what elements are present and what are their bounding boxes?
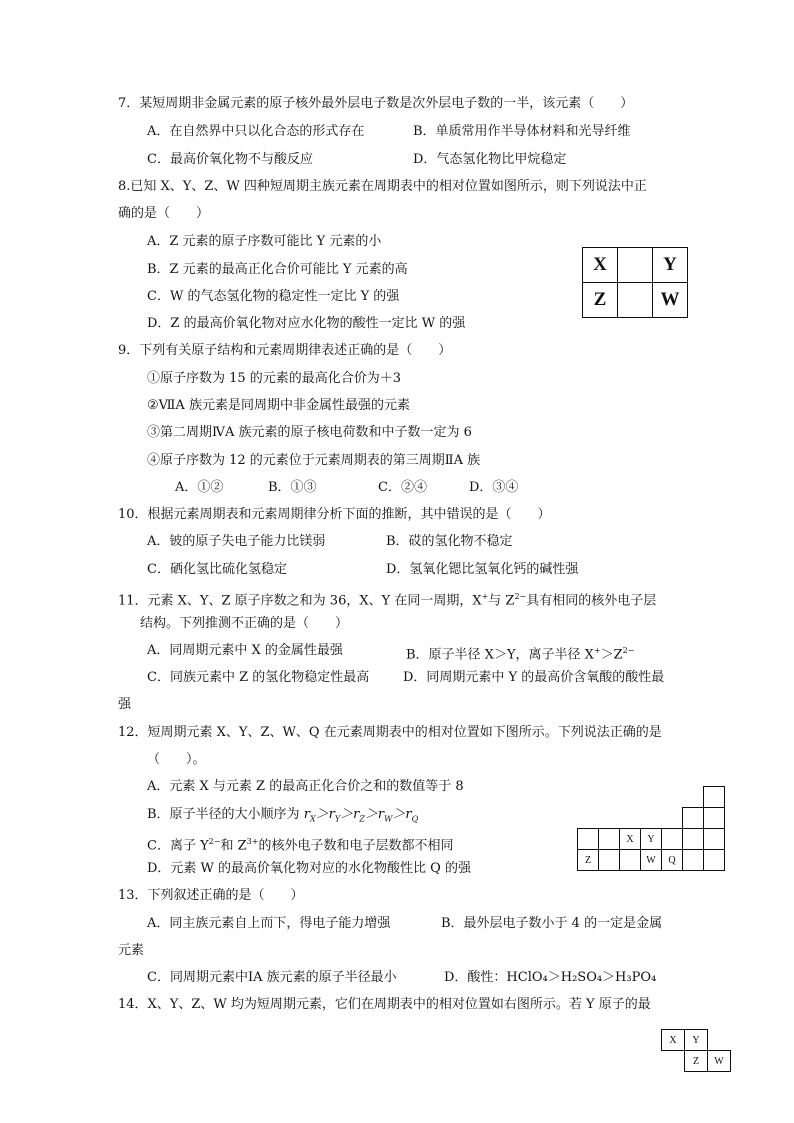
q13-option-b-line2: 元素 — [118, 943, 145, 958]
q10-option-b: B．砹的氢化物不稳定 — [386, 534, 513, 549]
q12-cell-empty — [704, 808, 725, 829]
q12-cell-empty — [620, 850, 641, 871]
q8-option-c: C．W 的气态氢化物的稳定性一定比 Y 的强 — [147, 289, 400, 304]
blank-cell — [641, 787, 662, 808]
plus-sup: + — [593, 646, 601, 655]
q12-stem-line2: （ ）。 — [147, 752, 206, 767]
q11-stem-part: 11．元素 X、Y、Z 原子序数之和为 36，X、Y 在同一周期，X — [118, 593, 482, 609]
q10-stem: 10．根据元素周期表和元素周期律分析下面的推断，其中错误的是（ ） — [118, 507, 551, 522]
q11-stem-part: 与 Z — [488, 593, 515, 609]
blank-cell — [662, 787, 683, 808]
q12-cell-empty — [599, 829, 620, 850]
blank-cell — [662, 808, 683, 829]
q8-option-b: B．Z 元素的最高正化合价可能比 Y 元素的高 — [147, 262, 408, 277]
q8-cell-x: X — [583, 248, 618, 283]
q8-stem-line2: 确的是（ ） — [118, 206, 210, 221]
q14-cell-y: Y — [685, 1030, 708, 1051]
blank-cell — [599, 787, 620, 808]
q8-option-a: A．Z 元素的原子序数可能比 Y 元素的小 — [147, 234, 382, 249]
q11-option-a: A．同周期元素中 X 的金属性最强 — [147, 643, 343, 658]
q7-option-d: D．气态氢化物比甲烷稳定 — [413, 152, 567, 167]
charge-sup: 2− — [208, 837, 221, 846]
q9-statement-4: ④原子序数为 12 的元素位于元素周期表的第三周期ⅡA 族 — [147, 453, 481, 468]
q14-cell-x: X — [662, 1030, 685, 1051]
q14-cell-z: Z — [685, 1051, 708, 1072]
q9-statement-1: ①原子序数为 15 的元素的最高化合价为＋3 — [147, 371, 402, 386]
q12-option-c-part: 和 Z — [220, 838, 247, 854]
q9-option-b: B．①③ — [268, 480, 317, 495]
q12-option-c-part: C．离子 Y — [147, 838, 209, 854]
q13-stem: 13．下列叙述正确的是（ ） — [118, 888, 304, 903]
q9-option-a: A．①② — [175, 480, 224, 495]
q12-cell-empty — [683, 850, 704, 871]
q12-cell-empty — [704, 829, 725, 850]
blank-cell — [641, 808, 662, 829]
q8-cell-w: W — [653, 283, 688, 318]
q14-cell-w: W — [708, 1051, 731, 1072]
q12-option-a: A．元素 X 与元素 Z 的最高正化合价之和的数值等于 8 — [147, 779, 464, 794]
q8-cell-z: Z — [583, 283, 618, 318]
q14-periodic-table — [661, 1029, 731, 1072]
q11-stem-line2: 结构。下列推测不正确的是（ ） — [140, 616, 349, 631]
q10-option-a: A．铍的原子失电子能力比镁弱 — [147, 534, 326, 549]
q9-option-c: C．②④ — [378, 480, 427, 495]
q12-cell-empty — [683, 808, 704, 829]
blank-cell — [620, 787, 641, 808]
q12-option-d: D．元素 W 的最高价氧化物对应的水化物酸性比 Q 的强 — [147, 861, 471, 876]
blank-cell — [683, 787, 704, 808]
q9-statement-2: ②ⅦA 族元素是同周期中非金属性最强的元素 — [147, 398, 410, 413]
q12-cell-empty — [578, 829, 599, 850]
q11-option-d-line2: 强 — [118, 697, 132, 712]
q9-stem: 9．下列有关原子结构和元素周期律表述正确的是（ ） — [118, 343, 452, 358]
q8-periodic-table — [582, 247, 688, 318]
q11-stem-line1 — [118, 588, 656, 610]
charge-sup: 3+ — [246, 837, 259, 846]
q12-option-c-part: 的核外电子数和电子层数都不相同 — [258, 838, 454, 854]
q7-stem: 7．某短周期非金属元素的原子核外最外层电子数是次外层电子数的一半，该元素（ ） — [118, 96, 634, 111]
q11-option-b — [406, 642, 634, 664]
charge-sup: 2− — [622, 646, 635, 655]
q11-stem-part: 具有相同的核外电子层 — [526, 593, 657, 609]
q13-option-a: A．同主族元素自上而下，得电子能力增强 — [147, 916, 391, 931]
q12-option-c — [147, 833, 453, 855]
q12-cell-x: X — [620, 829, 641, 850]
q10-option-c: C．硒化氢比硫化氢稳定 — [147, 562, 287, 577]
q8-cell-empty — [618, 248, 653, 283]
q12-cell-z: Z — [578, 850, 599, 871]
q12-cell-y: Y — [641, 829, 662, 850]
q9-statement-3: ③第二周期ⅣA 族元素的原子核电荷数和中子数一定为 6 — [147, 425, 472, 440]
q8-stem-line1: 8.已知 X、Y、Z、W 四种短周期主族元素在周期表中的相对位置如图所示，则下列说法中正 — [118, 179, 647, 194]
blank-cell — [708, 1030, 731, 1051]
q14-stem: 14．X、Y、Z、W 均为短周期元素，它们在周期表中的相对位置如右图所示。若 Y 原子的最 — [118, 997, 651, 1012]
q12-cell-empty — [704, 850, 725, 871]
q7-option-a: A．在自然界中只以化合态的形式存在 — [147, 124, 365, 139]
charge-sup: 2− — [514, 592, 527, 601]
q8-cell-y: Y — [653, 248, 688, 283]
q13-option-b-line1: B．最外层电子数小于 4 的一定是金属 — [441, 916, 663, 931]
blank-cell — [599, 808, 620, 829]
blank-cell — [578, 787, 599, 808]
plus-sup: + — [481, 592, 489, 601]
q8-option-d: D．Z 的最高价氧化物对应水化物的酸性一定比 W 的强 — [147, 316, 466, 331]
q12-cell-empty — [599, 850, 620, 871]
q11-option-c: C．同族元素中 Z 的氢化物稳定性最高 — [147, 670, 370, 685]
q12-cell-empty — [683, 829, 704, 850]
q9-option-d: D．③④ — [469, 480, 519, 495]
q12-cell-w: W — [641, 850, 662, 871]
q11-option-b-part: B．原子半径 X＞Y，离子半径 X — [406, 647, 594, 663]
q12-option-b — [147, 806, 418, 829]
q12-cell-empty — [704, 787, 725, 808]
blank-cell — [620, 808, 641, 829]
q12-stem-line1: 12．短周期元素 X、Y、Z、W、Q 在元素周期表中的相对位置如下图所示。下列说法正确的是 — [118, 725, 662, 740]
q13-option-d: D．酸性：HClO₄＞H₂SO₄＞H₃PO₄ — [444, 970, 657, 985]
q7-option-b: B．单质常用作半导体材料和光导纤维 — [413, 124, 631, 139]
q11-option-d-line1: D．同周期元素中 Y 的最高价含氧酸的酸性最 — [403, 670, 665, 685]
q12-cell-empty — [662, 829, 683, 850]
q8-cell-empty — [618, 283, 653, 318]
q12-periodic-table — [577, 786, 725, 871]
q13-option-c: C．同周期元素中ⅠA 族元素的原子半径最小 — [147, 970, 397, 985]
q11-option-b-part: ＞Z — [600, 647, 623, 663]
q12-cell-q: Q — [662, 850, 683, 871]
q10-option-d: D．氢氧化锶比氢氧化钙的碱性强 — [386, 562, 579, 577]
q12-option-b-text: B．原子半径的大小顺序为 — [147, 807, 300, 822]
blank-cell — [578, 808, 599, 829]
q7-option-c: C．最高价氧化物不与酸反应 — [147, 152, 313, 167]
blank-cell — [662, 1051, 685, 1072]
radius-order-formula: $r_X>r_Y>r_Z>r_W>r_Q$ — [303, 807, 419, 824]
